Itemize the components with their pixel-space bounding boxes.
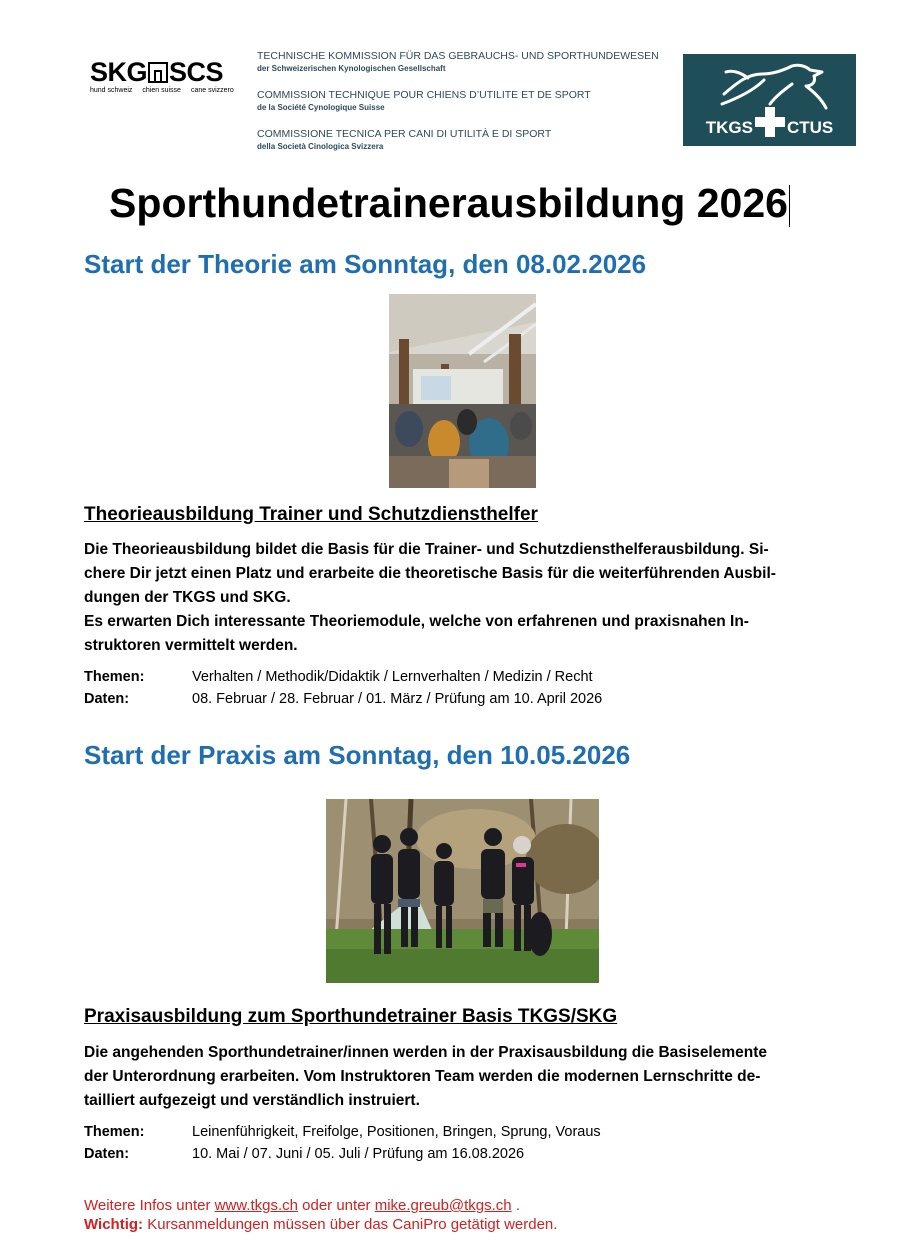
website-link[interactable]: www.tkgs.ch xyxy=(214,1197,298,1214)
praxis-subheading: Praxisausbildung zum Sporthundetrainer Basis TKGS/SKG xyxy=(84,1006,618,1027)
commission-de-title: TECHNISCHE KOMMISSION FÜR DAS GEBRAUCHS- UND SPORTHUNDEWESEN xyxy=(257,50,659,62)
skg-tagline-fr: chien suisse xyxy=(142,87,181,94)
praxis-themen-row xyxy=(84,1121,601,1143)
praxis-body-line: Die angehenden Sporthundetrainer/innen werden in der Praxisausbildung die Basiselemente xyxy=(84,1044,768,1061)
praxis-heading: Start der Praxis am Sonntag, den 10.05.2026 xyxy=(84,740,631,770)
classroom-photo xyxy=(389,294,536,488)
theorie-themen-value: Verhalten / Methodik/Didaktik / Lernverhalten / Medizin / Recht xyxy=(192,669,593,685)
theorie-heading: Start der Theorie am Sonntag, den 08.02.2026 xyxy=(84,249,647,279)
commission-de xyxy=(257,50,677,74)
theorie-daten-value: 08. Februar / 28. Februar / 01. März / Prüfung am 10. April 2026 xyxy=(192,691,603,707)
praxis-body-line: tailliert aufgezeigt und verständlich instruiert. xyxy=(84,1092,420,1109)
commission-fr-title: COMMISSION TECHNIQUE POUR CHIENS D’UTILITE ET DE SPORT xyxy=(257,89,591,101)
running-dog-icon xyxy=(718,60,828,112)
text-cursor xyxy=(789,185,790,227)
skg-tagline-it: cane svizzero xyxy=(190,87,234,94)
training-group-photo-image xyxy=(326,799,599,983)
footer-info-line xyxy=(84,1196,520,1216)
theorie-body-line: Die Theorieausbildung bildet die Basis für die Trainer- und Schutzdiensthelferausbildung. Si- xyxy=(84,541,769,558)
tkgs-logo-left: TKGS xyxy=(705,118,753,137)
footer-info-prefix: Weitere Infos unter xyxy=(84,1197,215,1214)
commission-it xyxy=(257,128,677,152)
skg-logo-left: SKG xyxy=(90,57,148,87)
theorie-daten-row xyxy=(84,688,602,710)
training-group-photo xyxy=(326,799,599,983)
praxis-themen-label: Themen: xyxy=(84,1124,145,1140)
skg-logo-mark xyxy=(90,58,235,86)
praxis-body-line: der Unterordnung erarbeiten. Vom Instruktoren Team werden die modernen Lernschritte de- xyxy=(84,1068,761,1085)
classroom-photo-image xyxy=(389,294,536,488)
page-title xyxy=(0,178,899,228)
email-link[interactable]: mike.greub@tkgs.ch xyxy=(374,1197,512,1214)
footer-info-suffix: . xyxy=(511,1197,520,1214)
commission-fr xyxy=(257,89,677,113)
theorie-body-line: chere Dir jetzt einen Platz und erarbeite die theoretische Basis für die weiterführenden Ausbil- xyxy=(84,565,776,582)
tkgs-logo-right: CTUS xyxy=(786,118,834,137)
tkgs-logo xyxy=(683,54,856,146)
skg-tagline-de: hund schweiz xyxy=(90,87,133,94)
tkgs-logo-label xyxy=(683,118,856,138)
footer-info-middle: oder unter xyxy=(297,1197,375,1214)
theorie-subheading: Theorieausbildung Trainer und Schutzdiensthelfer xyxy=(84,504,538,525)
skg-logo xyxy=(90,58,235,98)
footer-important-line xyxy=(84,1215,557,1235)
theorie-body-line: Es erwarten Dich interessante Theoriemodule, welche von erfahrenen und praxisnahen In- xyxy=(84,613,749,630)
swiss-cross-icon xyxy=(755,107,785,137)
doghouse-icon xyxy=(148,62,168,83)
theorie-themen-row xyxy=(84,666,593,688)
theorie-body-line: struktoren vermittelt werden. xyxy=(84,637,298,654)
praxis-daten-row xyxy=(84,1143,524,1165)
praxis-body xyxy=(84,1041,834,1113)
footer-important-text: Kursanmeldungen müssen über das CaniPro getätigt werden. xyxy=(143,1216,558,1233)
commission-it-subtitle: della Società Cinologica Svizzera xyxy=(257,142,384,151)
theorie-body xyxy=(84,538,834,658)
praxis-daten-value: 10. Mai / 07. Juni / 05. Juli / Prüfung am 16.08.2026 xyxy=(192,1146,525,1162)
skg-logo-tagline xyxy=(90,87,235,94)
theorie-themen-label: Themen: xyxy=(84,669,145,685)
praxis-themen-value: Leinenführigkeit, Freifolge, Positionen, Bringen, Sprung, Voraus xyxy=(192,1124,601,1140)
commission-it-title: COMMISSIONE TECNICA PER CANI DI UTILITÀ E DI SPORT xyxy=(257,128,552,140)
commission-de-subtitle: der Schweizerischen Kynologischen Gesellschaft xyxy=(257,64,446,73)
praxis-daten-label: Daten: xyxy=(84,1146,130,1162)
theorie-daten-label: Daten: xyxy=(84,691,130,707)
theorie-body-line: dungen der TKGS und SKG. xyxy=(84,589,291,606)
commission-fr-subtitle: de la Société Cynologique Suisse xyxy=(257,103,385,112)
page-title-text: Sporthundetrainerausbildung 2026 xyxy=(109,180,788,226)
footer-important-label: Wichtig: xyxy=(84,1216,144,1233)
skg-logo-right: SCS xyxy=(169,57,224,87)
